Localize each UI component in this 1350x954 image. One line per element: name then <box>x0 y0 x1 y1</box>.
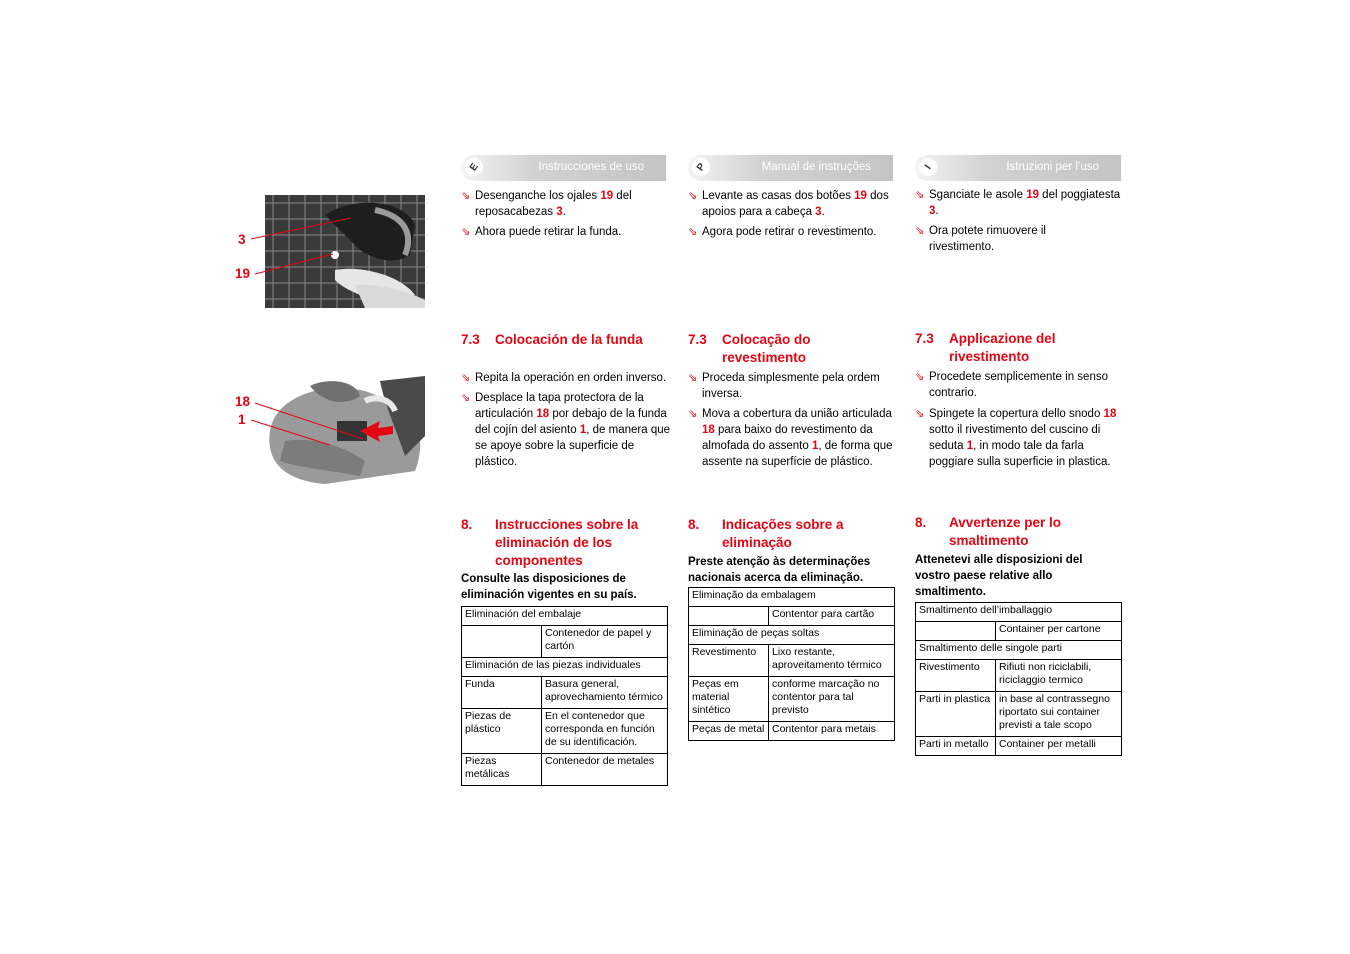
callout-18: 18 <box>235 394 251 409</box>
table-row: Smaltimento delle singole parti <box>916 641 1122 660</box>
table-row: Peças de metal Contentor para metais <box>689 722 895 741</box>
step-remove-cover: ⇘ Ahora puede retirar la funda. <box>461 226 622 238</box>
photo1-leader-lines <box>245 210 365 290</box>
arrow-bullet-icon: ⇘ <box>688 190 698 202</box>
section-8-heading: 8. Indicações sobre a eliminação <box>688 517 844 550</box>
arrow-bullet-icon: ⇘ <box>915 371 925 383</box>
arrow-bullet-icon: ⇘ <box>915 408 925 420</box>
header-bar-portuguese <box>688 155 893 181</box>
language-badge: E <box>461 154 486 179</box>
steps-remove-spanish <box>461 188 671 240</box>
arrow-bullet-icon: ⇘ <box>688 226 698 238</box>
step-unhook: ⇘ Sganciate le asole 19 del poggiatesta 3. <box>915 189 1121 217</box>
arrow-bullet-icon: ⇘ <box>688 372 698 384</box>
step-unhook: ⇘ Levante as casas dos botões 19 dos apoios para a cabeça 3. <box>688 190 889 218</box>
language-badge: P <box>688 154 713 179</box>
section-7-3-heading: 7.3 Colocação do revestimento <box>688 332 811 365</box>
arrow-bullet-icon: ⇘ <box>461 190 471 202</box>
table-row: Smaltimento dell’imballaggio <box>916 603 1122 622</box>
callout-19: 19 <box>235 266 251 281</box>
table-row: Rivestimento Rifiuti non riciclabili, riciclaggio termico <box>916 660 1122 692</box>
step-remove-cover: ⇘ Ora potete rimuovere il rivestimento. <box>915 225 1046 253</box>
disposal-note: Attenetevi alle disposizioni del vostro paese relative allo smaltimento. <box>915 554 1083 598</box>
table-row: Eliminação de peças soltas <box>689 626 895 645</box>
callout-1: 1 <box>238 412 246 427</box>
table-row: Eliminação da embalagem <box>689 588 895 607</box>
section-8-heading: 8. Instrucciones sobre la eliminación de los componentes <box>461 517 639 568</box>
arrow-bullet-icon: ⇘ <box>915 225 925 237</box>
table-row: Eliminación de las piezas individuales <box>462 658 668 677</box>
header-title: Istruzioni per l’uso <box>1006 161 1099 173</box>
table-row: Container per cartone <box>916 622 1122 641</box>
disposal-table <box>915 602 1122 756</box>
arrow-bullet-icon: ⇘ <box>461 226 471 238</box>
section-7-3-heading: 7.3 Colocación de la funda <box>461 332 643 347</box>
disposal-note: Consulte las disposiciones de eliminación vigentes en su país. <box>461 573 637 601</box>
step-reverse: ⇘ Proceda simplesmente pela ordem inversa. <box>688 372 880 400</box>
table-row: Revestimento Lixo restante, aproveitamento térmico <box>689 645 895 677</box>
table-row: Eliminación del embalaje <box>462 607 668 626</box>
steps-fit-portuguese <box>688 370 898 470</box>
table-row: Peças em material sintético conforme marcação no contentor para tal previsto <box>689 677 895 722</box>
disposal-note: Preste atenção às determinações nacionais acerca da eliminação. <box>688 556 871 584</box>
header-bar-italian <box>915 155 1121 181</box>
disposal-table <box>688 587 895 741</box>
steps-fit-italian <box>915 369 1125 470</box>
arrow-bullet-icon: ⇘ <box>688 408 698 420</box>
steps-fit-spanish <box>461 370 671 470</box>
photo2-leader-lines <box>245 395 375 455</box>
step-joint-cover: ⇘ Desplace la tapa protectora de la articulación 18 por debajo de la funda del cojín del asiento 1, de manera que se apoye sobre la superficie de plástico. <box>461 392 671 468</box>
step-unhook: ⇘ Desenganche los ojales 19 del reposacabezas 3. <box>461 190 632 218</box>
table-row: Parti in metallo Container per metalli <box>916 737 1122 756</box>
section-8-heading: 8. Avvertenze per lo smaltimento <box>915 515 1062 548</box>
header-title: Instrucciones de uso <box>538 161 644 173</box>
table-row: Contentor para cartão <box>689 607 895 626</box>
step-remove-cover: ⇘ Agora pode retirar o revestimento. <box>688 226 877 238</box>
steps-remove-italian <box>915 187 1125 255</box>
section-7-3-heading: 7.3 Applicazione del rivestimento <box>915 331 1056 364</box>
arrow-bullet-icon: ⇘ <box>461 392 471 404</box>
table-row: Piezas metálicas Contenedor de metales <box>462 754 668 786</box>
step-reverse: ⇘ Repita la operación en orden inverso. <box>461 372 667 384</box>
table-row: Funda Basura general, aprovechamiento térmico <box>462 677 668 709</box>
header-bar-spanish <box>461 155 666 181</box>
arrow-bullet-icon: ⇘ <box>915 189 925 201</box>
step-joint-cover: ⇘ Mova a cobertura da união articulada 18 para baixo do revestimento da almofada do assento 1, de forma que assente na superfície de plástico. <box>688 408 893 468</box>
table-row: Piezas de plástico En el contenedor que corresponda en función de su identificación. <box>462 709 668 754</box>
arrow-bullet-icon: ⇘ <box>461 372 471 384</box>
step-joint-cover: ⇘ Spingete la copertura dello snodo 18 sotto il rivestimento del cuscino di seduta 1, in modo tale da farla poggiare sulla superficie in plastica. <box>915 408 1117 468</box>
callout-3: 3 <box>238 232 246 247</box>
steps-remove-portuguese <box>688 188 898 240</box>
step-reverse: ⇘ Procedete semplicemente in senso contrario. <box>915 371 1108 399</box>
header-title: Manual de instruções <box>761 161 871 173</box>
language-badge: I <box>915 154 940 179</box>
table-row: Parti in plastica in base al contrassegno riportato sui container previsti a tale scopo <box>916 692 1122 737</box>
disposal-table <box>461 606 668 786</box>
table-row: Contenedor de papel y cartón <box>462 626 668 658</box>
